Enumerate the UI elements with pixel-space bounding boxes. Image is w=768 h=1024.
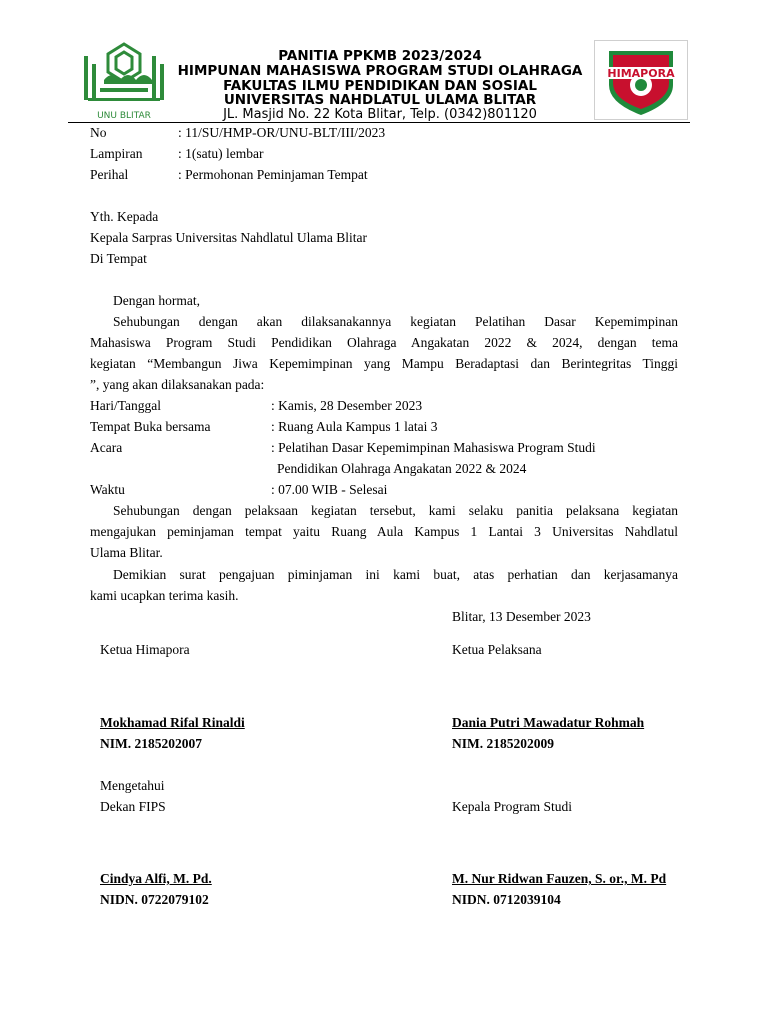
left-signer-id: NIM. 2185202007 [100, 736, 202, 751]
paragraph-1-line-3: kegiatan “Membangun Jiwa Kepemimpinan yang Mampu Beradaptasi dan Berintegritas Tinggi [90, 356, 678, 371]
recipient-line-1: Yth. Kepada [90, 209, 159, 224]
detail-event-value-2: Pendidikan Olahraga Angakatan 2022 & 2024 [277, 461, 527, 476]
himapora-logo-text: HIMAPORA [607, 67, 675, 80]
paragraph-1-line-2: Mahasiswa Program Studi Pendidikan Olahraga Angakatan 2022 & 2024, dengan tema [90, 335, 678, 350]
detail-date-label: Hari/Tanggal [90, 398, 162, 413]
kaprodi-id: NIDN. 0712039104 [452, 892, 561, 907]
right-signer-id: NIM. 2185202009 [452, 736, 554, 751]
paragraph-3-line-2: kami ucapkan terima kasih. [90, 588, 239, 603]
paragraph-2-line-2: mengajukan peminjaman tempat yaitu Ruang Aula Kampus 1 Lantai 3 Universitas Nahdlatul [90, 524, 678, 539]
paragraph-1-line-4: ”, yang akan dilaksanakan pada: [90, 377, 265, 392]
detail-event-label: Acara [90, 440, 123, 455]
acknowledgement: Mengetahui [100, 778, 165, 793]
recipient-line-3: Di Tempat [90, 251, 147, 266]
meta-perihal-value: : Permohonan Peminjaman Tempat [178, 167, 368, 182]
meta-no-value: : 11/SU/HMP-OR/UNU-BLT/III/2023 [178, 125, 386, 140]
meta-lampiran-value: : 1(satu) lembar [178, 146, 264, 161]
detail-time-label: Waktu [90, 482, 125, 497]
paragraph-2-line-1: Sehubungan dengan pelaksaan kegiatan tersebut, kami selaku panitia pelaksana kegiatan [113, 503, 678, 518]
detail-place-label: Tempat Buka bersama [90, 419, 211, 434]
dean-name: Cindya Alfi, M. Pd. [100, 871, 212, 886]
detail-date-value: : Kamis, 28 Desember 2023 [271, 398, 423, 413]
paragraph-3-line-1: Demikian surat pengajuan piminjaman ini kami buat, atas perhatian dan kerjasamanya [113, 567, 678, 582]
right-signer-title: Ketua Pelaksana [452, 642, 542, 657]
left-signer-name: Mokhamad Rifal Rinaldi [100, 715, 245, 730]
kaprodi-name: M. Nur Ridwan Fauzen, S. or., M. Pd [452, 871, 667, 886]
detail-place-value: : Ruang Aula Kampus 1 latai 3 [271, 419, 438, 434]
letterhead-divider [68, 122, 690, 123]
place-date: Blitar, 13 Desember 2023 [452, 609, 591, 624]
meta-no-label: No [90, 125, 107, 140]
dean-id: NIDN. 0722079102 [100, 892, 209, 907]
right-signer-name: Dania Putri Mawadatur Rohmah [452, 715, 645, 730]
detail-time-value: : 07.00 WIB - Selesai [271, 482, 388, 497]
meta-perihal-label: Perihal [90, 167, 129, 182]
meta-lampiran-label: Lampiran [90, 146, 143, 161]
paragraph-1-line-1: Sehubungan dengan akan dilaksanakannya kegiatan Pelatihan Dasar Kepemimpinan [113, 314, 678, 329]
paragraph-2-line-3: Ulama Blitar. [90, 545, 163, 560]
detail-event-value: : Pelatihan Dasar Kepemimpinan Mahasiswa Program Studi [271, 440, 596, 455]
dean-title: Dekan FIPS [100, 799, 166, 814]
letterhead-line-3: FAKULTAS ILMU PENDIDIKAN DAN SOSIAL [223, 78, 537, 94]
letterhead-line-4: UNIVERSITAS NAHDLATUL ULAMA BLITAR [223, 92, 537, 108]
kaprodi-title: Kepala Program Studi [452, 799, 572, 814]
letterhead-line-2: HIMPUNAN MAHASISWA PROGRAM STUDI OLAHRAGA [177, 63, 583, 79]
letterhead-line-1: PANITIA PPKMB 2023/2024 [278, 48, 482, 64]
letterhead-address: JL. Masjid No. 22 Kota Blitar, Telp. (0342)801120 [223, 107, 537, 122]
recipient-line-2: Kepala Sarpras Universitas Nahdlatul Ulama Blitar [90, 230, 368, 245]
left-signer-title: Ketua Himapora [100, 642, 190, 657]
unu-logo-text: UNU BLITAR [97, 111, 151, 121]
greeting: Dengan hormat, [113, 293, 200, 308]
